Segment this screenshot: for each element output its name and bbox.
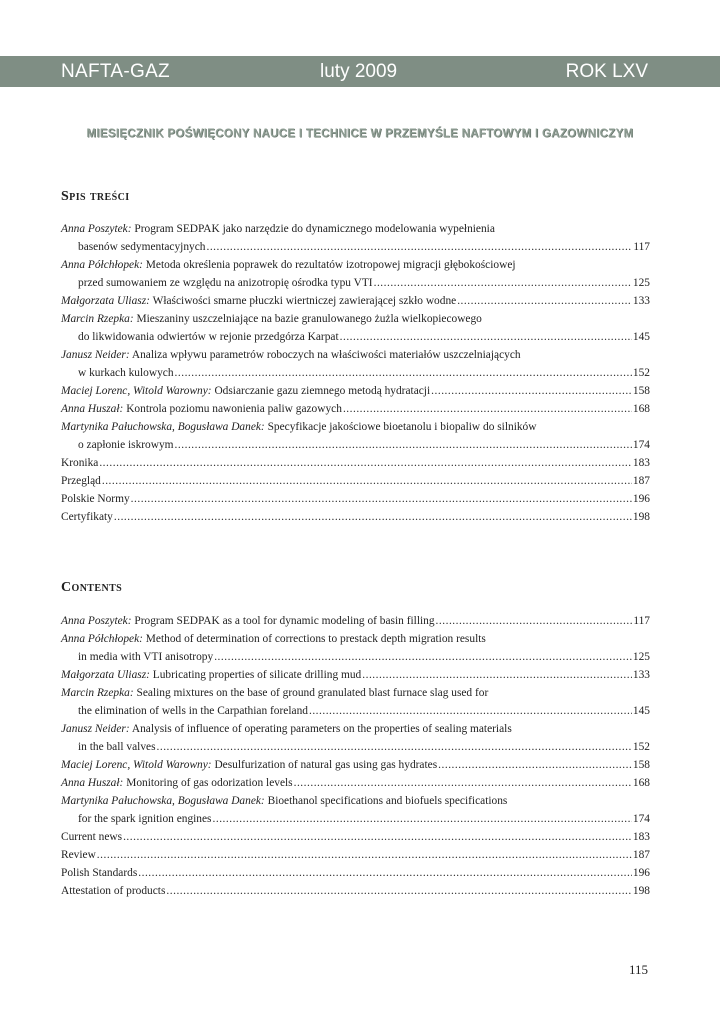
toc-heading-pl: Spis treści [61, 189, 130, 204]
toc-entry-author: Maciej Lorenc, Witold Warowny: [61, 385, 212, 397]
toc-entry-page: 187 [632, 475, 650, 487]
toc-entry-title: Bioethanol specifications and biofuels specifications [267, 795, 508, 807]
toc-entry-page: 117 [633, 615, 650, 627]
toc-entry-line [61, 666, 650, 684]
toc-entry-line [61, 220, 650, 238]
toc-entry-text [61, 774, 293, 792]
toc-entry-line [61, 400, 650, 418]
toc-entry-page: 196 [632, 493, 650, 505]
toc-entry-title: Specyfikacje jakościowe bioetanolu i biopaliw do silników [267, 421, 537, 433]
toc-entry-author: Martynika Pałuchowska, Bogusława Danek: [61, 795, 265, 807]
toc-entry-line [61, 774, 650, 792]
journal-title: NAFTA-GAZ [61, 61, 170, 82]
dot-leader [343, 400, 632, 418]
toc-entry-title-cont: basenów sedymentacyjnych [78, 241, 206, 253]
toc-entry-title-cont: do likwidowania odwiertów w rejonie przedgórza Karpat [78, 331, 339, 343]
toc-entry-page: 125 [632, 651, 650, 663]
toc-entry-text [61, 382, 430, 400]
toc-entry-author: Martynika Pałuchowska, Bogusława Danek: [61, 421, 265, 433]
toc-entry-text [61, 756, 437, 774]
toc-entry-title: Lubricating properties of silicate drilling mud [152, 669, 362, 681]
toc-entry-author: Anna Huszał: [61, 403, 124, 415]
toc-entry [61, 774, 650, 792]
toc-entry [61, 828, 650, 846]
toc-entry-page: 174 [632, 813, 650, 825]
issue-date: luty 2009 [320, 61, 398, 82]
toc-entry-line [61, 292, 650, 310]
toc-entry-title: Analysis of influence of operating parameters on the properties of sealing materials [131, 723, 512, 735]
toc-entry-line [61, 274, 650, 292]
toc-entry-line [61, 702, 650, 720]
toc-list-pl [61, 220, 650, 526]
dot-leader [214, 648, 632, 666]
toc-entry-text [61, 828, 122, 846]
toc-entry [61, 256, 650, 292]
toc-entry-page: 158 [632, 759, 650, 771]
volume-year: ROK LXV [565, 61, 648, 82]
toc-entry-text [61, 418, 536, 436]
toc-entry [61, 630, 650, 666]
dot-leader [457, 292, 632, 310]
toc-entry-line [61, 418, 650, 436]
toc-entry-line [61, 648, 650, 666]
toc-entry-title: Metoda określenia poprawek do rezultatów izotropowej migracji głębokościowej [145, 259, 516, 271]
toc-entry-title-cont: in the ball valves [78, 741, 156, 753]
toc-entry-line [61, 382, 650, 400]
toc-entry-line [61, 630, 650, 648]
dot-leader [102, 472, 632, 490]
toc-entry-title: Monitoring of gas odorization levels [126, 777, 293, 789]
toc-entry-title: Current news [61, 831, 123, 843]
toc-entry-title: Polskie Normy [61, 493, 130, 505]
toc-entry-title: Analiza wpływu parametrów roboczych na właściwości materiałów uszczelniających [131, 349, 521, 361]
toc-entry-page: 125 [632, 277, 650, 289]
toc-entry-title-cont: for the spark ignition engines [78, 813, 212, 825]
dot-leader [309, 702, 632, 720]
toc-entry-text [61, 508, 113, 526]
toc-entry-page: 133 [632, 669, 650, 681]
toc-entry-line [61, 756, 650, 774]
toc-entry [61, 720, 650, 756]
toc-entry [61, 400, 650, 418]
toc-entry-line [61, 436, 650, 454]
dot-leader [438, 756, 632, 774]
toc-entry-line [61, 490, 650, 508]
toc-entry-line [61, 238, 650, 256]
toc-entry-page: 168 [632, 777, 650, 789]
toc-entry [61, 756, 650, 774]
toc-entry-text [61, 454, 98, 472]
toc-entry-page: 117 [633, 241, 650, 253]
dot-leader [213, 810, 632, 828]
toc-entry [61, 882, 650, 900]
toc-entry [61, 508, 650, 526]
toc-entry [61, 684, 650, 720]
toc-entry-page: 152 [632, 367, 650, 379]
toc-entry-author: Janusz Neider: [61, 723, 130, 735]
page-number: 115 [628, 962, 648, 977]
toc-entry-line [61, 828, 650, 846]
journal-subtitle: MIESIĘCZNIK POŚWIĘCONY NAUCE I TECHNICE W PRZEMYŚLE NAFTOWYM I GAZOWNICZYM [86, 128, 634, 140]
toc-entry [61, 418, 650, 454]
toc-entry-text [61, 666, 361, 684]
toc-entry-author: Anna Półchłopek: [61, 633, 143, 645]
toc-entry-line [61, 810, 650, 828]
toc-entry [61, 220, 650, 256]
dot-leader [157, 738, 632, 756]
toc-entry-page: 198 [632, 511, 650, 523]
toc-entry-page: 187 [632, 849, 650, 861]
toc-entry-page: 183 [632, 457, 650, 469]
toc-entry [61, 382, 650, 400]
toc-entry-line [61, 364, 650, 382]
dot-leader [362, 666, 632, 684]
toc-entry-page: 196 [632, 867, 650, 879]
toc-entry [61, 864, 650, 882]
toc-entry-author: Maciej Lorenc, Witold Warowny: [61, 759, 212, 771]
toc-entry [61, 472, 650, 490]
toc-list-en [61, 612, 650, 900]
toc-entry [61, 292, 650, 310]
toc-entry-text [61, 882, 165, 900]
toc-entry-title: Odsiarczanie gazu ziemnego metodą hydratacji [214, 385, 431, 397]
toc-entry-line [61, 508, 650, 526]
dot-leader [175, 364, 632, 382]
header-banner [0, 56, 720, 87]
toc-entry-author: Janusz Neider: [61, 349, 130, 361]
toc-entry-page: 183 [632, 831, 650, 843]
toc-entry-text [61, 612, 435, 630]
toc-entry-line [61, 472, 650, 490]
toc-entry-author: Anna Huszał: [61, 777, 124, 789]
toc-entry-line [61, 720, 650, 738]
toc-entry-title: Kontrola poziomu nawonienia paliw gazowych [126, 403, 342, 415]
toc-entry-page: 133 [632, 295, 650, 307]
toc-entry-line [61, 738, 650, 756]
toc-entry-title: Przegląd [61, 475, 101, 487]
toc-entry-text [61, 630, 486, 648]
toc-entry-line [61, 454, 650, 472]
dot-leader [340, 328, 632, 346]
toc-entry [61, 846, 650, 864]
toc-entry-page: 145 [632, 331, 650, 343]
toc-entry-text [61, 346, 521, 364]
toc-entry-author: Anna Półchłopek: [61, 259, 143, 271]
toc-entry [61, 792, 650, 828]
toc-entry-title-cont: the elimination of wells in the Carpathian foreland [78, 705, 308, 717]
dot-leader [374, 274, 632, 292]
dot-leader [99, 454, 632, 472]
toc-entry-page: 145 [632, 705, 650, 717]
toc-entry-text [61, 846, 96, 864]
toc-entry-author: Małgorzata Uliasz: [61, 669, 150, 681]
toc-entry-title: Program SEDPAK as a tool for dynamic modeling of basin filling [134, 615, 435, 627]
dot-leader [114, 508, 632, 526]
toc-entry-page: 152 [632, 741, 650, 753]
toc-entry-title: Mieszaniny uszczelniające na bazie granulowanego żużla wielkopiecowego [136, 313, 482, 325]
toc-entry-page: 198 [632, 885, 650, 897]
toc-entry-title-cont: przed sumowaniem ze względu na anizotropię ośrodka typu VTI [78, 277, 373, 289]
toc-entry-text [61, 256, 516, 274]
toc-entry-page: 158 [632, 385, 650, 397]
toc-entry-author: Małgorzata Uliasz: [61, 295, 150, 307]
toc-entry-title: Certyfikaty [61, 511, 113, 523]
toc-entry [61, 666, 650, 684]
toc-entry-line [61, 882, 650, 900]
toc-entry-text [61, 684, 488, 702]
toc-entry-author: Marcin Rzepka: [61, 687, 134, 699]
dot-leader [138, 864, 632, 882]
toc-entry-line [61, 846, 650, 864]
toc-entry-line [61, 256, 650, 274]
toc-entry [61, 454, 650, 472]
toc-entry-title: Method of determination of corrections to prestack depth migration results [145, 633, 486, 645]
dot-leader [206, 238, 632, 256]
toc-entry [61, 346, 650, 382]
toc-entry-title: Sealing mixtures on the base of ground granulated blast furnace slag used for [136, 687, 489, 699]
dot-leader [166, 882, 632, 900]
toc-entry-author: Anna Poszytek: [61, 615, 132, 627]
toc-entry-title: Właściwości smarne płuczki wiertniczej zawierającej szkło wodne [152, 295, 457, 307]
toc-entry-title-cont: w kurkach kulowych [78, 367, 174, 379]
toc-entry-line [61, 684, 650, 702]
toc-entry-text [61, 720, 512, 738]
toc-entry [61, 310, 650, 346]
toc-entry-text [61, 220, 495, 238]
toc-entry-text [61, 310, 482, 328]
toc-entry-text [61, 400, 342, 418]
toc-entry-text [61, 792, 507, 810]
toc-entry-text [61, 472, 101, 490]
toc-entry-text [61, 864, 137, 882]
toc-entry-author: Marcin Rzepka: [61, 313, 134, 325]
toc-entry-line [61, 792, 650, 810]
toc-entry-author: Anna Poszytek: [61, 223, 132, 235]
toc-entry-title: Review [61, 849, 96, 861]
toc-entry-text [61, 292, 456, 310]
toc-entry-title: Desulfurization of natural gas using gas hydrates [214, 759, 438, 771]
toc-entry-line [61, 328, 650, 346]
toc-entry-line [61, 310, 650, 328]
dot-leader [175, 436, 632, 454]
toc-entry-title-cont: in media with VTI anisotropy [78, 651, 214, 663]
dot-leader [294, 774, 632, 792]
toc-entry-line [61, 346, 650, 364]
toc-entry-title-cont: o zapłonie iskrowym [78, 439, 174, 451]
toc-entry-title: Polish Standards [61, 867, 138, 879]
toc-entry-title: Program SEDPAK jako narzędzie do dynamicznego modelowania wypełnienia [134, 223, 495, 235]
toc-entry-line [61, 864, 650, 882]
toc-heading-en: Contents [61, 580, 123, 595]
toc-entry-title: Attestation of products [61, 885, 166, 897]
dot-leader [97, 846, 632, 864]
dot-leader [123, 828, 632, 846]
toc-entry-page: 174 [632, 439, 650, 451]
toc-entry-page: 168 [632, 403, 650, 415]
toc-entry [61, 612, 650, 630]
toc-entry-text [61, 490, 130, 508]
dot-leader [131, 490, 632, 508]
toc-entry [61, 490, 650, 508]
toc-entry-title: Kronika [61, 457, 99, 469]
dot-leader [431, 382, 632, 400]
dot-leader [436, 612, 633, 630]
toc-entry-line [61, 612, 650, 630]
